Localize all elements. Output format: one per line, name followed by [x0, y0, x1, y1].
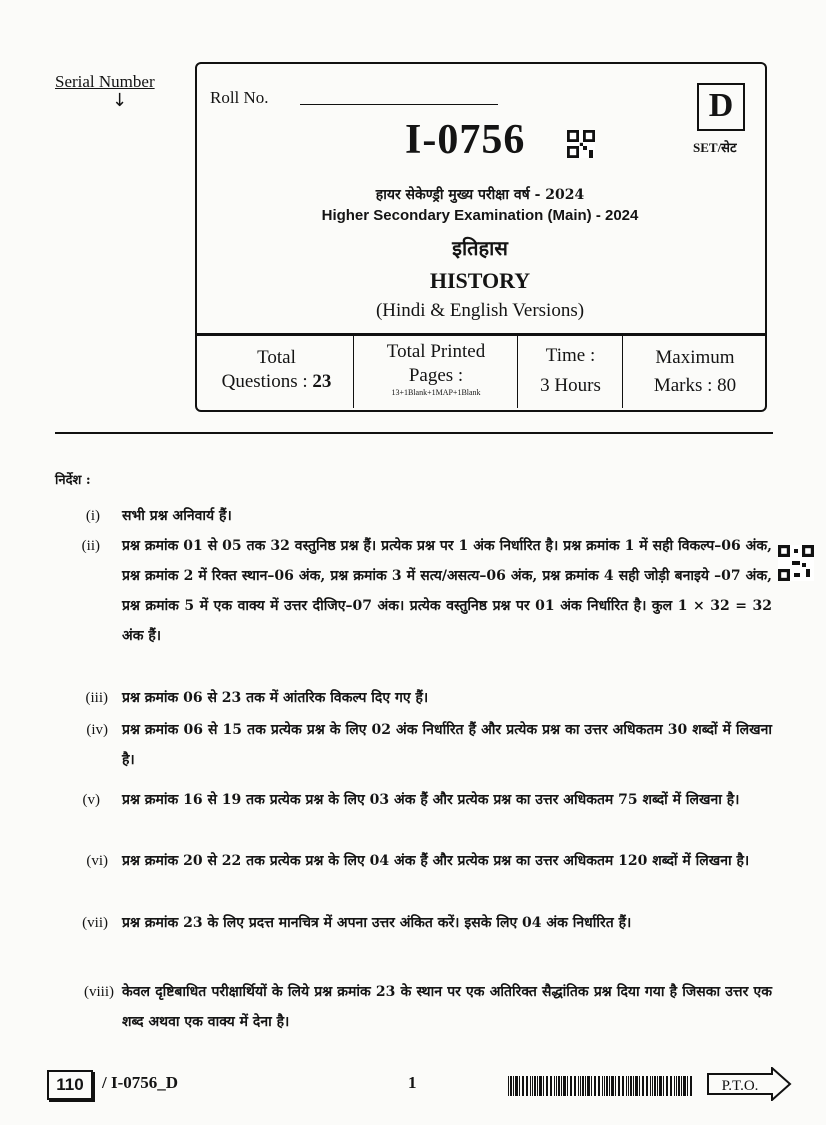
roll-no-label: Roll No. — [210, 88, 269, 107]
total-questions-label2: Questions : — [221, 371, 313, 392]
instruction-text: प्रश्न क्रमांक 16 से 19 तक प्रत्येक प्रश्न के लिए 03 अंक हैं और प्रत्येक प्रश्न का उत्तर अधिकतम 75 शब्दों में लिखना है। — [122, 792, 740, 808]
table-divider — [622, 336, 623, 408]
instruction-number: (vi) — [86, 853, 108, 869]
instruction-text: प्रश्न क्रमांक 06 से 23 तक में आंतरिक विकल्प दिए गए हैं। — [122, 690, 429, 706]
instruction-number: (viii) — [84, 984, 114, 1000]
set-letter-box: D — [697, 83, 745, 131]
table-divider — [353, 336, 354, 408]
section-divider — [55, 432, 773, 434]
instruction-text: सभी प्रश्न अनिवार्य हैं। — [122, 508, 232, 524]
footer-paper-ref: / I-0756_D — [102, 1073, 179, 1092]
serial-number-label: Serial Number — [55, 72, 155, 91]
instruction-number: (iii) — [85, 690, 108, 706]
pto-label: P.T.O. — [721, 1078, 759, 1094]
instruction-number: (v) — [82, 792, 100, 808]
page-number: 1 — [408, 1073, 417, 1092]
time-label: Time : — [545, 345, 596, 366]
total-questions-value: 23 — [312, 371, 332, 392]
roll-no-field[interactable] — [300, 104, 498, 105]
instruction-number: (ii) — [81, 538, 100, 554]
printed-pages-label: Total Printed — [386, 341, 486, 362]
instruction-text: प्रश्न क्रमांक 20 से 22 तक प्रत्येक प्रश्न के लिए 04 अंक हैं और प्रत्येक प्रश्न का उत्तर अधिकतम 120 शब्दों में लिखना है। — [122, 853, 750, 869]
exam-title-english: Higher Secondary Examination (Main) - 2024 — [321, 207, 639, 224]
subject-english: HISTORY — [429, 268, 531, 293]
qr-code-icon — [778, 545, 814, 581]
instruction-text: प्रश्न क्रमांक 01 से 05 तक 32 वस्तुनिष्ठ प्रश्न हैं। प्रत्येक प्रश्न पर 1 अंक निर्धारित है। प्रश्न क्रमांक 1 में सही विकल्प–06 अंक, प्रश्न क्रमांक 2 में रिक्त स्थान–06 अंक, प्रश्न क्रमांक 3 में सत्य/असत्य–06 अंक, प्रश्न क्रमांक 4 सही जोड़ी बनाइये –07 अंक, प्रश्न क्रमांक 5 में एक वाक्य में उत्तर दीजिए–07 अंक। प्रत्येक वस्तुनिष्ठ प्रश्न पर 01 अंक निर्धारित है। कुल 1 × 32 = 32 अंक हैं। — [122, 538, 772, 644]
printed-pages-cell — [355, 340, 517, 398]
instruction-number: (i) — [85, 508, 100, 524]
max-marks-cell — [624, 340, 766, 398]
instruction-text: प्रश्न क्रमांक 06 से 15 तक प्रत्येक प्रश्न के लिए 02 अंक निर्धारित हैं और प्रत्येक प्रश्न का उत्तर अधिकतम 30 शब्दों में लिखना है। — [122, 722, 772, 768]
pto-arrow-icon — [706, 1067, 792, 1101]
max-marks-value: Marks : 80 — [653, 375, 737, 396]
total-questions-label: Total — [257, 347, 296, 368]
instruction-text: प्रश्न क्रमांक 23 के लिए प्रदत्त मानचित्र में अपना उत्तर अंकित करें। इसके लिए 04 अंक निर्धारित हैं। — [122, 915, 632, 931]
versions-note: (Hindi & English Versions) — [375, 300, 585, 321]
instruction-number: (vii) — [82, 915, 108, 931]
paper-code: I-0756 — [405, 117, 526, 163]
instructions-heading: निर्देश : — [55, 473, 91, 488]
set-label: SET/सेट — [693, 140, 737, 155]
qr-code-icon — [567, 130, 595, 158]
total-questions-cell — [200, 340, 353, 394]
total-questions-line — [200, 370, 353, 394]
down-arrow-icon: ↓ — [112, 90, 128, 111]
instruction-text: केवल दृष्टिबाधित परीक्षार्थियों के लिये प्रश्न क्रमांक 23 के स्थान पर एक अतिरिक्त सैद्धांतिक प्रश्न दिया गया है जिसका उत्तर एक शब्द अथवा एक वाक्य में देना है। — [122, 984, 772, 1030]
exam-title-hindi: हायर सेकेण्ड्री मुख्य परीक्षा वर्ष - 2024 — [375, 187, 585, 203]
printed-pages-detail: 13+1Blank+1MAP+1Blank — [391, 388, 481, 397]
barcode-icon — [508, 1076, 694, 1096]
footer-box-code: 110 — [47, 1070, 93, 1100]
time-value: 3 Hours — [540, 375, 601, 396]
time-cell — [519, 340, 622, 398]
instruction-number: (iv) — [86, 722, 108, 738]
subject-hindi: इतिहास — [452, 236, 508, 260]
printed-pages-label2: Pages : — [408, 365, 464, 386]
header-divider — [197, 333, 765, 336]
table-divider — [517, 336, 518, 408]
max-marks-label: Maximum — [655, 347, 735, 368]
